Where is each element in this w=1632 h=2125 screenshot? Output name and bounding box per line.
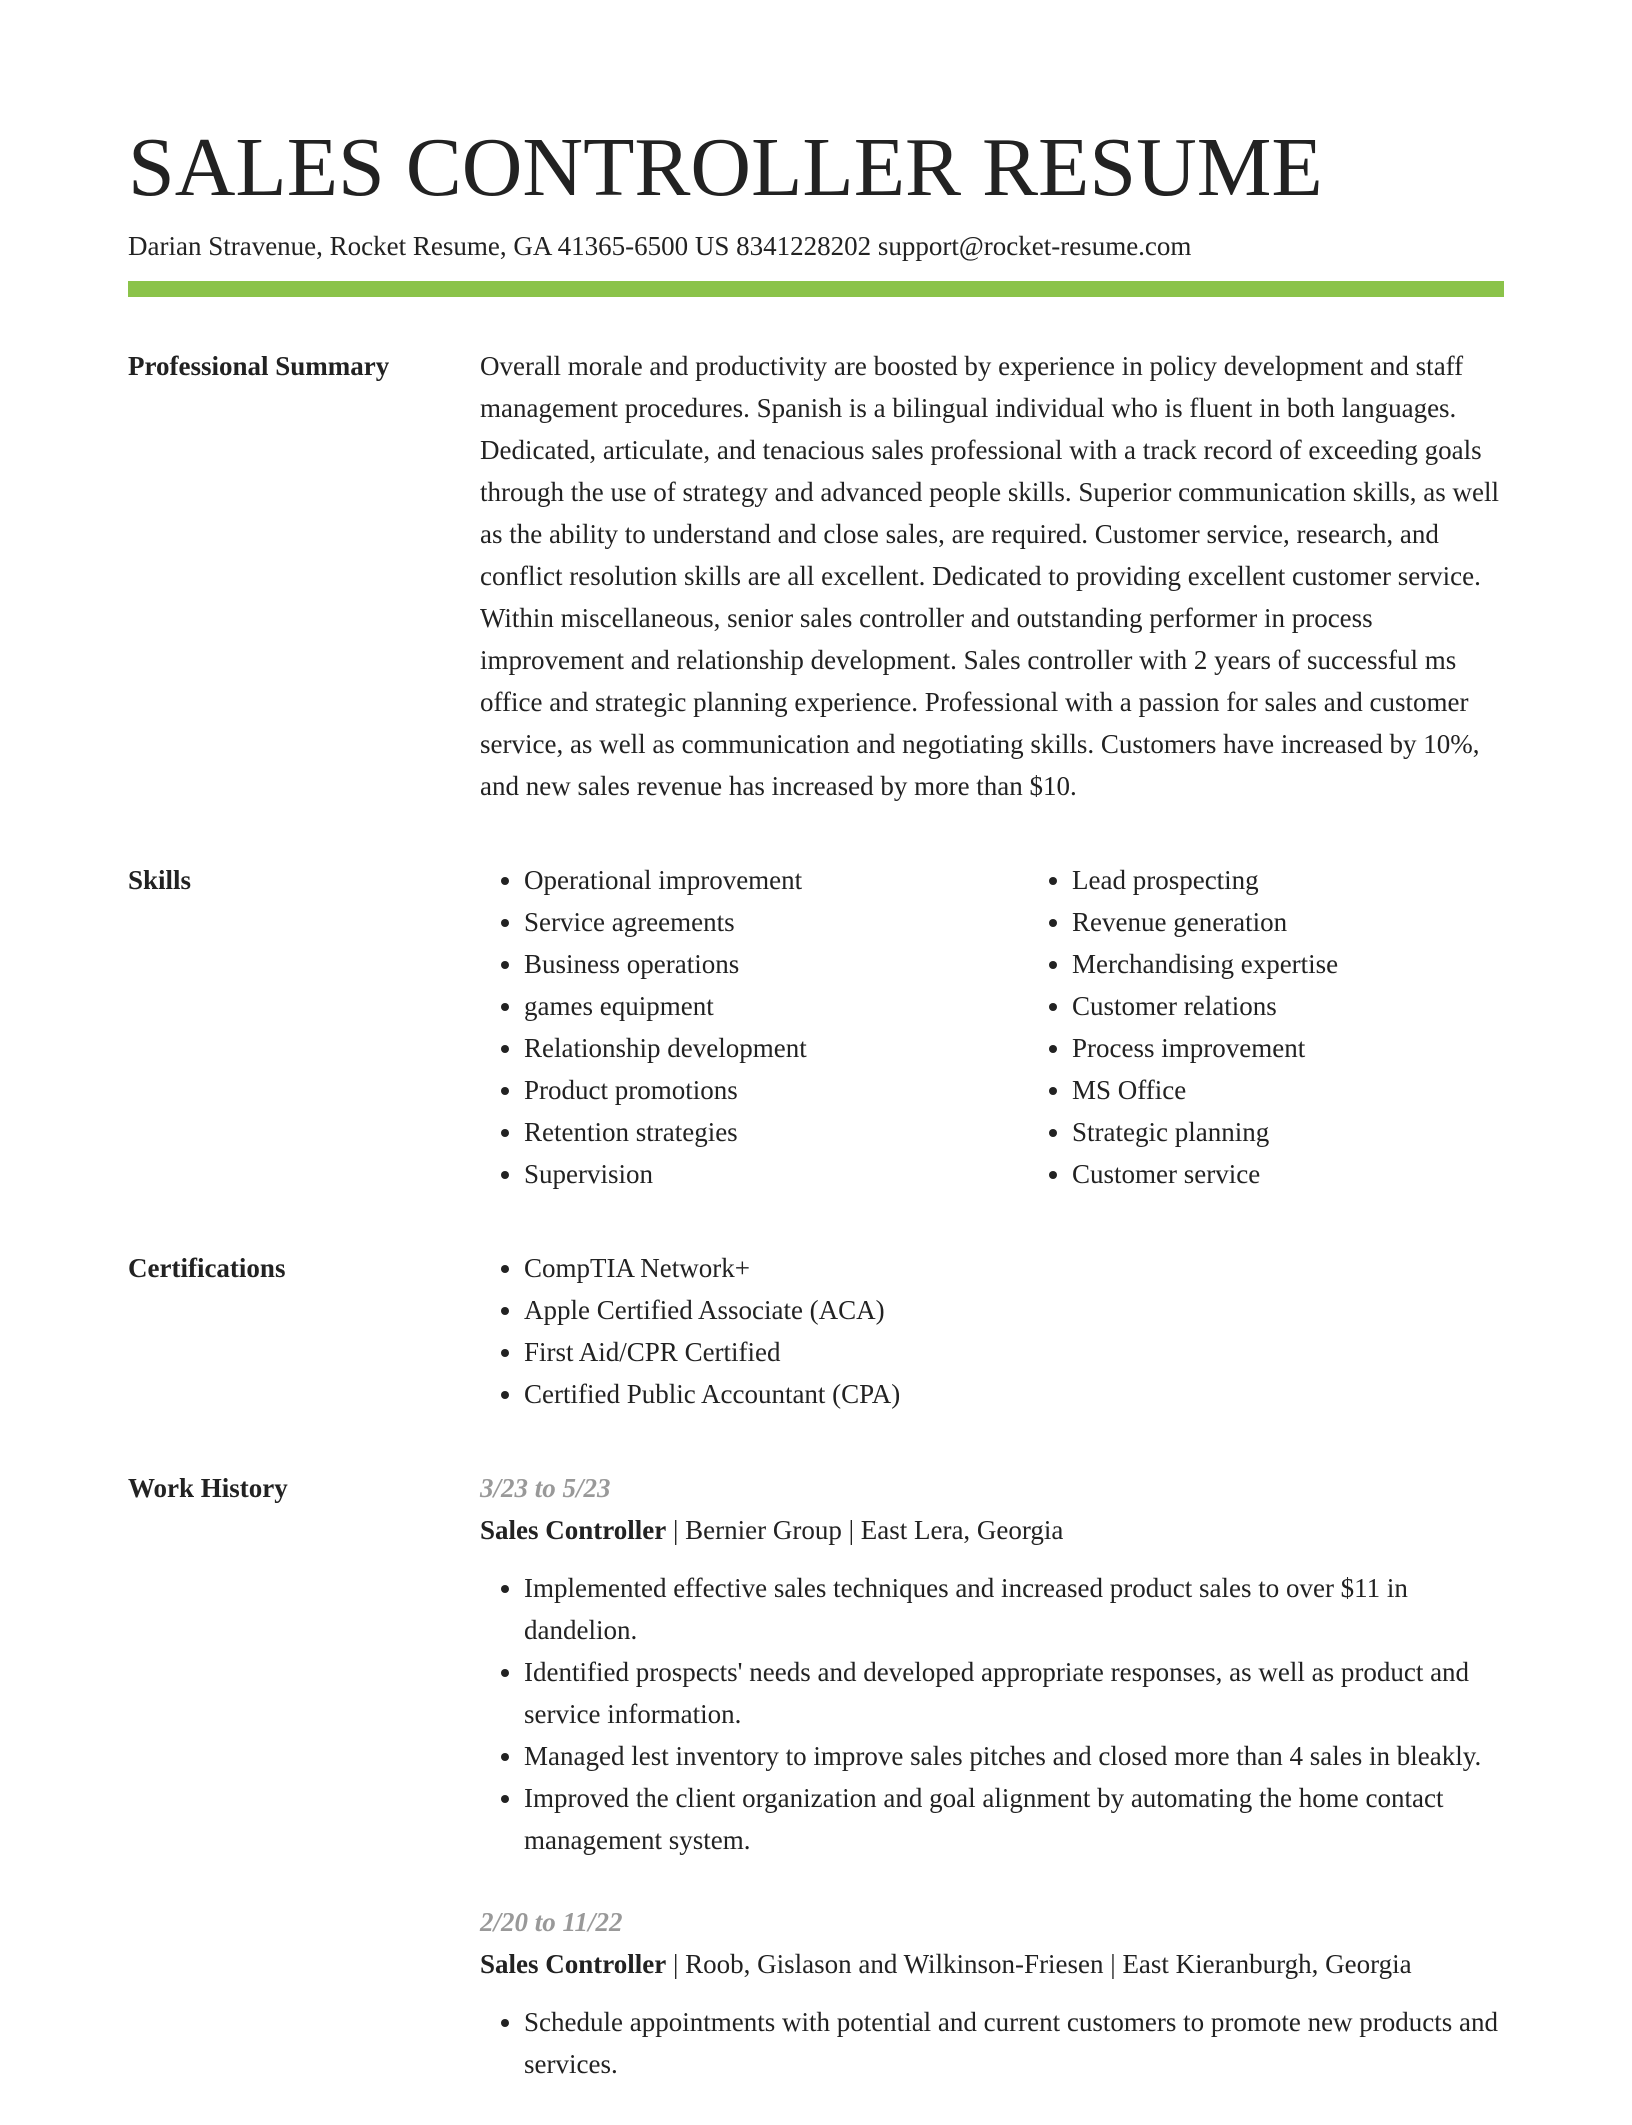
job-title-line [480, 1509, 1504, 1551]
job-title-line [480, 1943, 1504, 1985]
work-history-content [480, 1467, 1504, 2125]
certifications-list [480, 1247, 1504, 1415]
certification-item: • CompTIA Network+ [524, 1247, 1504, 1289]
job-role: Sales Controller [480, 1514, 667, 1545]
skill-item: • Strategic planning [1072, 1111, 1576, 1153]
skill-item: • MS Office [1072, 1069, 1576, 1111]
job-company-location: | Roob, Gislason and Wilkinson-Friesen | East Kieranburgh, Georgia [666, 1948, 1412, 1979]
skill-item: • Merchandising expertise [1072, 943, 1576, 985]
skill-item: • Service agreements [524, 901, 1028, 943]
skills-list-left [480, 859, 1028, 1195]
job-bullets [480, 2001, 1504, 2085]
work-history-label: Work History [128, 1472, 288, 1503]
certifications-section [128, 1247, 1504, 1415]
job-bullet: • Identified prospects' needs and developed appropriate responses, as well as product and service information. [524, 1651, 1504, 1735]
skill-item: • Business operations [524, 943, 1028, 985]
skill-item: • Customer relations [1072, 985, 1576, 1027]
work-history-section [128, 1467, 1504, 2125]
job-entry [480, 1901, 1504, 2085]
resume-page [128, 118, 1504, 2125]
skills-section [128, 859, 1504, 1195]
skill-item: • Lead prospecting [1072, 859, 1576, 901]
skill-item: • Supervision [524, 1153, 1028, 1195]
contact-line: Darian Stravenue, Rocket Resume, GA 41365-6500 US 8341228202 support@rocket-resume.com [128, 230, 1192, 261]
skill-item: • Operational improvement [524, 859, 1028, 901]
skill-item: • Customer service [1072, 1153, 1576, 1195]
skill-item: • games equipment [524, 985, 1028, 1027]
job-bullet: • Improved the client organization and goal alignment by automating the home contact management system. [524, 1777, 1504, 1861]
summary-section [128, 345, 1504, 807]
certifications-label: Certifications [128, 1252, 286, 1283]
summary-content [480, 345, 1504, 807]
job-bullet: • Schedule appointments with potential and current customers to promote new products and services. [524, 2001, 1504, 2085]
job-role: Sales Controller [480, 1948, 667, 1979]
skill-item: • Relationship development [524, 1027, 1028, 1069]
certifications-content [480, 1247, 1504, 1415]
job-bullets [480, 1567, 1504, 1861]
job-dates: 2/20 to 11/22 [480, 1906, 623, 1937]
job-bullet: • Implemented effective sales techniques and increased product sales to over $11 in dandelion. [524, 1567, 1504, 1651]
skills-label: Skills [128, 864, 192, 895]
accent-divider [128, 281, 1504, 297]
skills-content [480, 859, 1576, 1195]
skills-list-right [1028, 859, 1576, 1195]
skill-item: • Product promotions [524, 1069, 1028, 1111]
job-dates: 3/23 to 5/23 [480, 1472, 611, 1503]
certification-item: • Apple Certified Associate (ACA) [524, 1289, 1504, 1331]
job-entry [480, 1467, 1504, 1861]
job-company-location: | Bernier Group | East Lera, Georgia [666, 1514, 1064, 1545]
skill-item: • Revenue generation [1072, 901, 1576, 943]
job-bullet: • Managed lest inventory to improve sales pitches and closed more than 4 sales in bleakly. [524, 1735, 1504, 1777]
certification-item: • First Aid/CPR Certified [524, 1331, 1504, 1373]
summary-text: Overall morale and productivity are boosted by experience in policy development and staff management procedures. Spanish is a bilingual individual who is fluent in both languages. Dedicated, articulate, and tenacious sales professional with a track record of exceeding goals through the use of strategy and advanced people skills. Superior communication skills, as well as the ability to understand and close sales, are required. Customer service, research, and conflict resolution skills are all excellent. Dedicated to providing excellent customer service. Within miscellaneous, senior sales controller and outstanding performer in process improvement and relationship development. Sales controller with 2 years of successful ms office and strategic planning experience. Professional with a passion for sales and customer service, as well as communication and negotiating skills. Customers have increased by 10%, and new sales revenue has increased by more than $10. [480, 350, 1500, 801]
skill-item: • Process improvement [1072, 1027, 1576, 1069]
summary-label: Professional Summary [128, 350, 390, 381]
certification-item: • Certified Public Accountant (CPA) [524, 1373, 1504, 1415]
skill-item: • Retention strategies [524, 1111, 1028, 1153]
resume-title: SALES CONTROLLER RESUME [128, 121, 1323, 214]
